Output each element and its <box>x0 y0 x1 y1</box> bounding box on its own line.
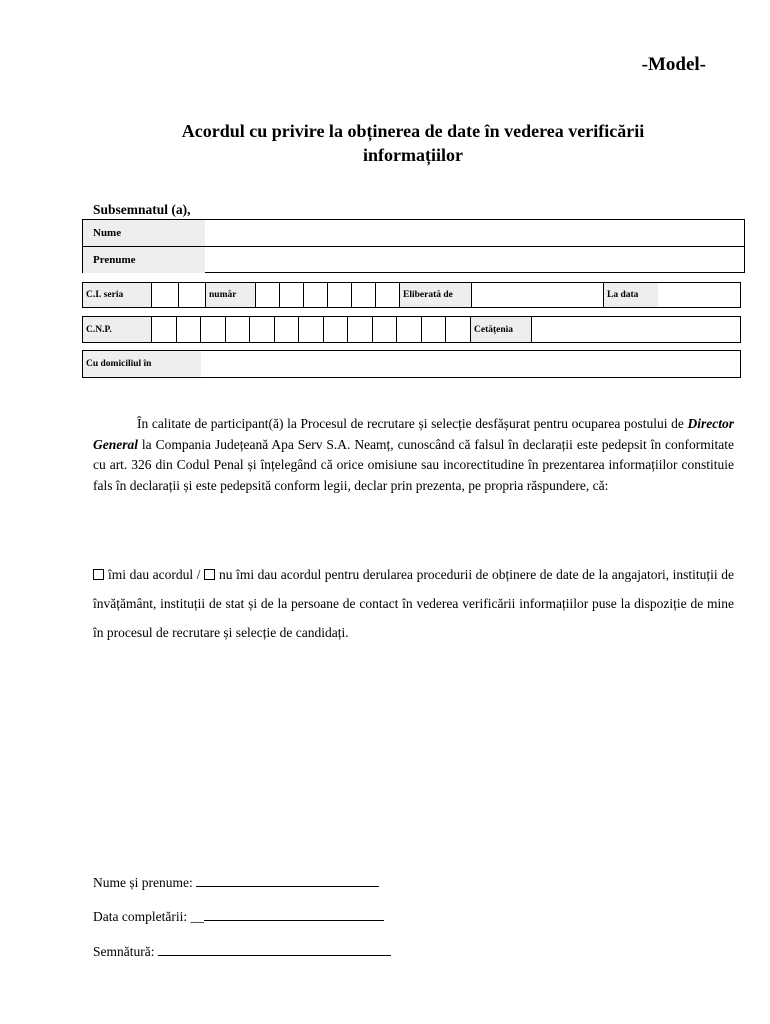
cnp-digit-box[interactable] <box>347 317 372 342</box>
ci-numar-box[interactable] <box>279 283 303 307</box>
nume-row <box>83 220 744 247</box>
ci-numar-box[interactable] <box>351 283 375 307</box>
cnp-digit-box[interactable] <box>445 317 470 342</box>
cetatenia-field[interactable] <box>531 317 740 342</box>
domiciliu-label: Cu domiciliul în <box>83 351 201 377</box>
ci-seria-box[interactable] <box>178 283 205 307</box>
cnp-digit-box[interactable] <box>421 317 446 342</box>
ci-seria-label: C.I. seria <box>83 283 151 307</box>
ci-row <box>82 282 741 308</box>
declaration-paragraph <box>93 414 734 496</box>
domiciliu-field[interactable] <box>201 351 740 377</box>
cnp-digit-box[interactable] <box>372 317 397 342</box>
ci-numar-label: număr <box>205 283 255 307</box>
la-data-label: La data <box>603 283 658 307</box>
eliberata-label: Eliberată de <box>399 283 471 307</box>
cnp-digit-box[interactable] <box>200 317 225 342</box>
cnp-digit-box[interactable] <box>323 317 348 342</box>
model-label: -Model- <box>641 54 706 75</box>
declaration-text-end: la Compania Județeană Apa Serv S.A. Neamț, cunoscând că falsul în declarații este pedepsit în conformitate cu art. 326 din Codul Penal și înțelegând că orice omisiune sau incorectitudine în prezentarea informațiilor constituie fals în declarații și este pedepsită conform legii, declar prin prezenta, pe propria răspundere, că: <box>93 436 734 493</box>
eliberata-field[interactable] <box>471 283 603 307</box>
title-line-1: Acordul cu privire la obținerea de date în vederea verificării <box>181 121 645 141</box>
domiciliu-row <box>82 350 741 378</box>
title-line-2: informațiilor <box>363 145 463 165</box>
prenume-label: Prenume <box>83 247 205 273</box>
sign-label: Semnătură: <box>93 944 155 959</box>
sign-signature-line <box>93 943 391 960</box>
cnp-digit-box[interactable] <box>151 317 176 342</box>
cnp-label: C.N.P. <box>83 317 151 342</box>
ci-numar-box[interactable] <box>303 283 327 307</box>
ci-seria-box[interactable] <box>151 283 178 307</box>
cnp-digit-box[interactable] <box>396 317 421 342</box>
position-title: Director General <box>93 416 734 452</box>
agree-checkbox[interactable] <box>93 569 104 580</box>
date-prefix: __ <box>190 909 204 924</box>
cnp-digit-box[interactable] <box>225 317 250 342</box>
declaration-text-start: În calitate de participant(ă) la Procesul de recrutare și selecție desfășurat pentru ocuparea postului de <box>137 416 688 431</box>
cnp-digit-box[interactable] <box>274 317 299 342</box>
prenume-row <box>83 247 744 273</box>
nume-field[interactable] <box>205 220 744 246</box>
sign-blank[interactable] <box>158 943 391 956</box>
cnp-digit-box[interactable] <box>249 317 274 342</box>
cnp-row <box>82 316 741 343</box>
la-data-field[interactable] <box>658 283 740 307</box>
consent-paragraph <box>93 560 734 647</box>
name-signature-line <box>93 874 379 891</box>
document-title <box>80 119 746 167</box>
name-label: Nume și prenume: <box>93 875 193 890</box>
cnp-digit-box[interactable] <box>176 317 201 342</box>
date-blank[interactable] <box>204 908 384 921</box>
disagree-checkbox[interactable] <box>204 569 215 580</box>
ci-numar-box[interactable] <box>375 283 399 307</box>
cetatenia-label: Cetățenia <box>470 317 531 342</box>
agree-label: îmi dau acordul / <box>108 567 201 582</box>
ci-numar-box[interactable] <box>327 283 351 307</box>
prenume-field[interactable] <box>205 247 744 273</box>
ci-numar-box[interactable] <box>255 283 279 307</box>
name-table <box>82 219 745 273</box>
cnp-digit-box[interactable] <box>298 317 323 342</box>
nume-label: Nume <box>83 220 205 246</box>
disagree-label: nu îmi dau acordul pentru derularea procedurii de obținere de date de la angajatori, instituții de învățământ, instituții de stat și de la persoane de contact în vederea verificării informațiilor puse la dispoziție de mine în procesul de recrutare și selecție de candidați. <box>93 567 734 640</box>
date-label: Data completării: <box>93 909 188 924</box>
intro-label: Subsemnatul (a), <box>93 202 191 217</box>
name-blank[interactable] <box>196 874 379 887</box>
date-signature-line <box>93 908 384 925</box>
